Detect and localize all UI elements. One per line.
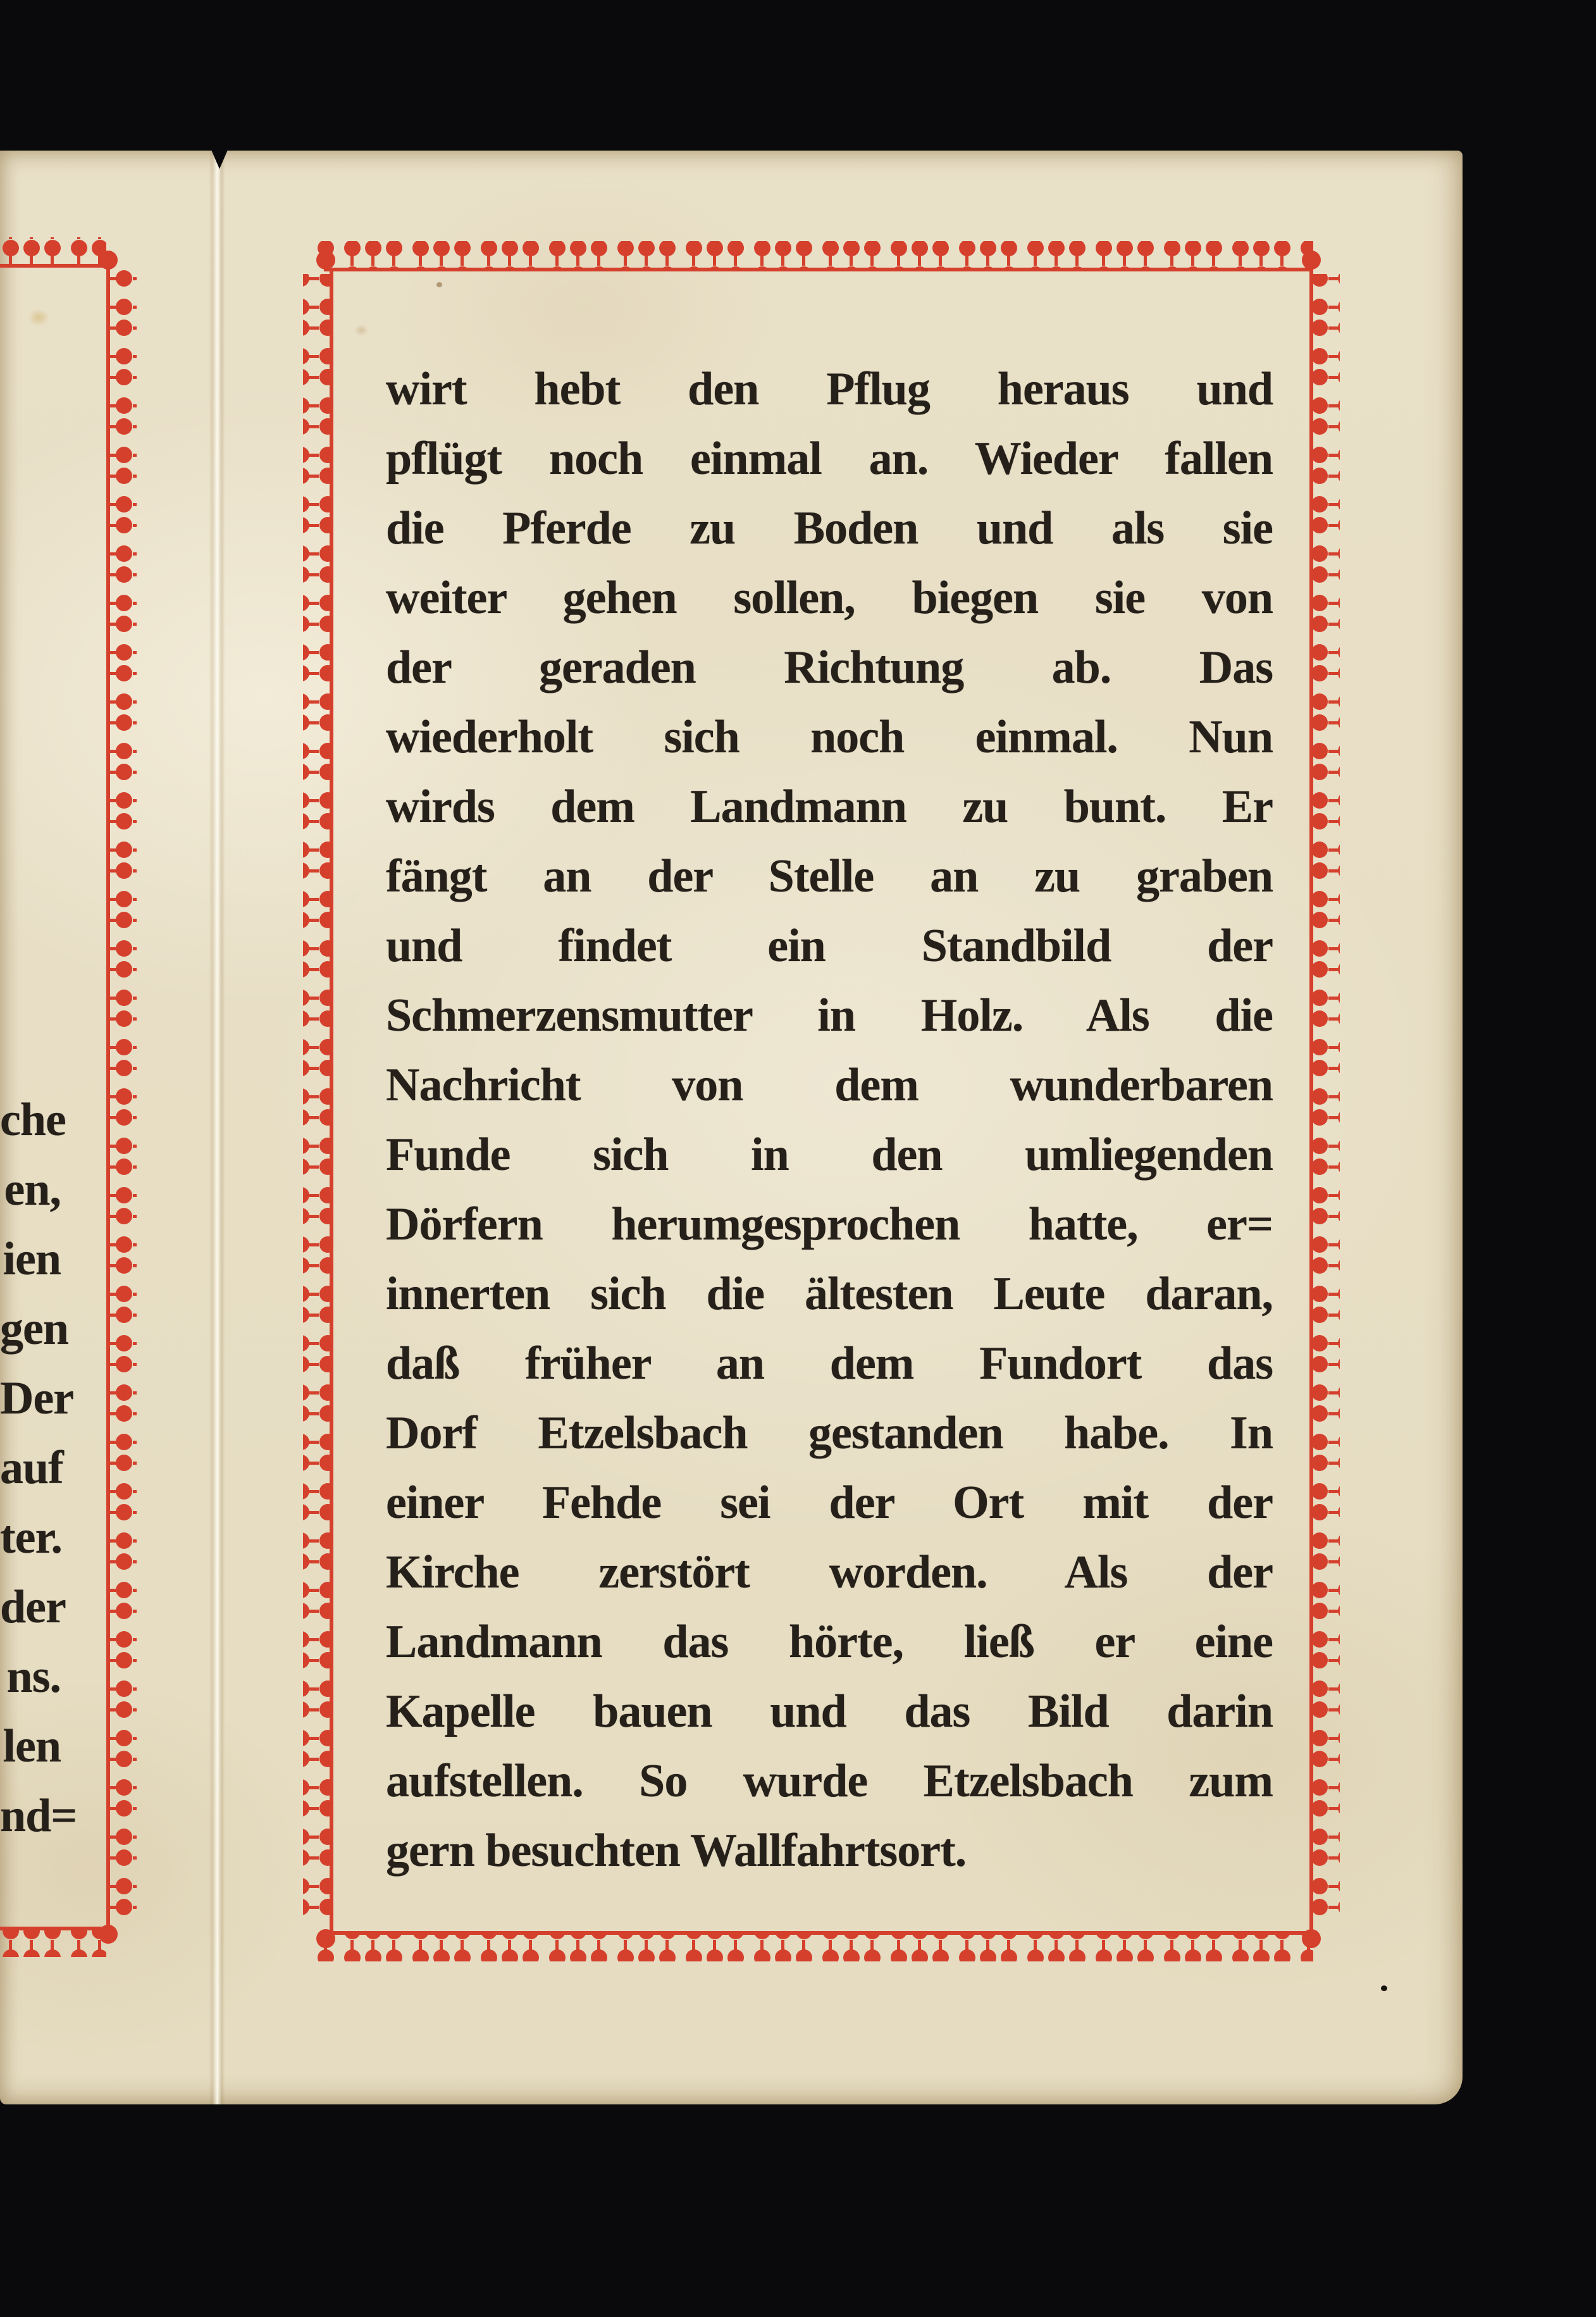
left-fragment: en, <box>4 1164 61 1215</box>
text-line: der geraden Richtung ab. Das <box>386 642 1273 693</box>
text-line: weiter gehen sollen, biegen sie von <box>386 572 1273 624</box>
text-line: Schmerzensmutter in Holz. Als die <box>386 990 1273 1041</box>
text-line: die Pferde zu Boden und als sie <box>386 502 1273 554</box>
text-line: Nachricht von dem wunderbaren <box>386 1059 1273 1111</box>
left-fragment: che <box>0 1094 66 1146</box>
left-fragment: gen <box>0 1303 68 1355</box>
text-line: aufstellen. So wurde Etzelsbach zum <box>386 1755 1273 1807</box>
left-fragment: nd= <box>0 1790 77 1842</box>
text-line: wirds dem Landmann zu bunt. Er <box>386 781 1273 833</box>
text-line: fängt an der Stelle an zu graben <box>386 850 1273 902</box>
text-line: einer Fehde sei der Ort mit der <box>386 1477 1273 1529</box>
fold-crease <box>209 151 225 2104</box>
text-line: Kirche zerstört worden. Als der <box>386 1546 1273 1598</box>
paper-speck <box>1381 1985 1387 1991</box>
paper-stain <box>28 309 49 326</box>
left-page-text-fragments <box>0 1085 77 1851</box>
page-text <box>386 354 1273 1885</box>
text-line: Dorf Etzelsbach gestanden habe. In <box>386 1407 1273 1459</box>
text-line: Funde sich in den umliegenden <box>386 1129 1273 1181</box>
text-line: Dörfern herumgesprochen hatte, er= <box>386 1198 1273 1250</box>
left-fragment: Der <box>0 1372 74 1424</box>
text-line: innerten sich die ältesten Leute daran, <box>386 1268 1273 1320</box>
left-fragment: ter. <box>0 1512 63 1563</box>
paper-stain <box>354 325 368 336</box>
text-line: pflügt noch einmal an. Wieder fallen <box>386 433 1273 485</box>
text-line: daß früher an dem Fundort das <box>386 1338 1273 1389</box>
left-fragment: len <box>3 1720 61 1772</box>
paper-speck <box>436 282 442 287</box>
book-page-spread <box>0 151 1463 2104</box>
text-line: gern besuchten Wallfahrtsort. <box>386 1825 967 1877</box>
text-line: und findet ein Standbild der <box>386 920 1273 972</box>
left-fragment: ien <box>3 1233 61 1285</box>
left-fragment: der <box>0 1581 66 1633</box>
text-line: Landmann das hörte, ließ er eine <box>386 1616 1273 1668</box>
left-fragment: auf <box>0 1442 63 1494</box>
text-line: wiederholt sich noch einmal. Nun <box>386 711 1273 763</box>
text-line: Kapelle bauen und das Bild darin <box>386 1686 1273 1737</box>
left-fragment: ns. <box>6 1651 61 1703</box>
text-line: wirt hebt den Pflug heraus und <box>386 363 1273 415</box>
